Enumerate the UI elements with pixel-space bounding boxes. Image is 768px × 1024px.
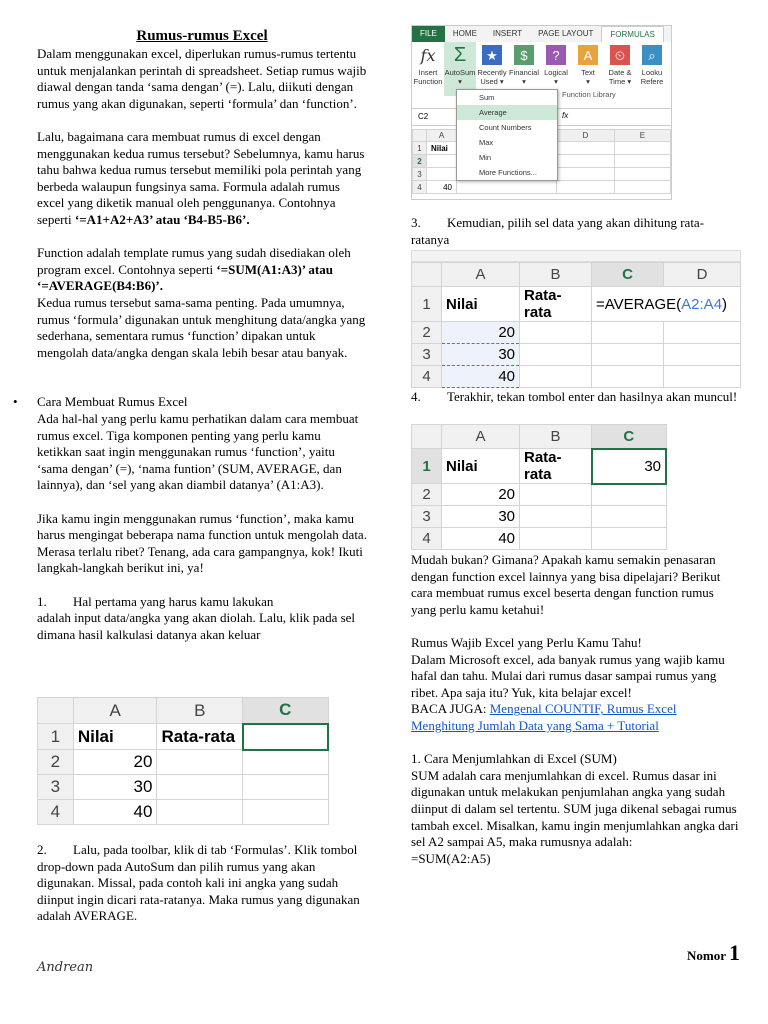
step-2: 2. Lalu, pada toolbar, klik di tab ‘Formulas’. Klik tombol drop-down pada AutoSum dan pilih rumus yang akan digunakan. Missal, pada contoh kali ini angka yang sudah diinput ingin dicari rata-ratanya. Maka rumus yang digunakan adalah AVERAGE.: [37, 842, 360, 924]
tab-formulas[interactable]: FORMULAS: [601, 26, 663, 42]
cell-b1[interactable]: Rata-rata: [520, 449, 592, 484]
page-number: Nomor 1: [686, 940, 740, 965]
cell-a3[interactable]: 30: [442, 344, 520, 366]
page-title: Rumus-rumus Excel: [136, 28, 268, 44]
spreadsheet-3: A B C 1 Nilai Rata-rata 30 2 20 3 30 4 40: [411, 424, 667, 536]
col-header: C: [243, 698, 328, 724]
cell-a4[interactable]: 40: [442, 366, 520, 388]
insert-function-button[interactable]: fx Insert Function: [413, 45, 443, 86]
closing-paragraph: Mudah bukan? Gimana? Apakah kamu semakin penasaran dengan function excel lainnya yang bisa dipelajari? Berikut cara membuat rumus excel beserta dengan function rumus yang perlu kamu ketahui!: [411, 552, 721, 617]
countif-link[interactable]: Mengenal COUNTIF, Rumus Excel Menghitung Jumlah Data yang Sama + Tutorial: [411, 701, 677, 733]
left-column: [13, 27, 367, 643]
row-header: 4: [38, 800, 74, 825]
tab-file[interactable]: FILE: [412, 26, 445, 42]
cell-b1[interactable]: Rata-rata: [157, 724, 243, 750]
cell-c1-result[interactable]: 30: [592, 449, 667, 484]
cell-a4[interactable]: 40: [442, 528, 520, 550]
function-library-label: Function Library: [562, 90, 616, 99]
sum-body: SUM adalah cara menjumlahkan di excel. Rumus dasar ini digunakan untuk melakukan penjumlahan angka yang sudah diinput di dalam sel tertentu. SUM juga dikenal sebagai rumus tambah excel. Misalkan, kamu ingin menjumlahkan angka dari sel A2 sampai A5, maka rumusnya adalah:: [411, 767, 739, 850]
ribbon-tabs: [412, 26, 671, 42]
baca-juga: BACA JUGA: Mengenal COUNTIF, Rumus Excel Menghitung Jumlah Data yang Sama + Tutorial: [411, 701, 677, 733]
tab-page-layout[interactable]: PAGE LAYOUT: [538, 29, 594, 38]
intro-paragraph: Dalam menggunakan excel, diperlukan rumus-rumus tertentu untuk menjalankan perintah di spreadsheet. Setiap rumus wajib diawal dengan tanda ‘sama dengan’ (=). Lalu, diikuti dengan rumus yang akan digunakan, seperti ‘formula’ dan ‘function’.: [37, 46, 367, 111]
menu-item-average[interactable]: Average: [457, 105, 557, 120]
function-paragraph: Function adalah template rumus yang sudah disediakan oleh program excel. Contohnya seperti ‘=SUM(A1:A3)’ atau ‘=AVERAGE(B4:B6)’.: [37, 245, 351, 294]
sum-formula: =SUM(A2:A5): [411, 850, 491, 866]
bullet-heading: • Cara Membuat Rumus Excel: [13, 394, 188, 410]
cell-a3[interactable]: 30: [73, 775, 157, 800]
text-button[interactable]: A Text ▾: [572, 42, 604, 96]
menu-item-sum[interactable]: Sum: [479, 93, 495, 102]
cell-b1[interactable]: Rata-rata: [520, 287, 592, 322]
lookup-icon: ⌕: [642, 45, 662, 65]
menu-item-max[interactable]: Max: [479, 138, 494, 147]
cell-a2[interactable]: 20: [442, 484, 520, 506]
section-body: Dalam Microsoft excel, ada banyak rumus yang wajib kamu hafal dan tahu. Mulai dari rumus dasar sampai rumus yang ribet. Apa saja itu? Yuk, kita belajar excel!: [411, 651, 725, 700]
right-lower-text: [411, 552, 741, 867]
sigma-icon: Σ: [453, 43, 467, 66]
name-box[interactable]: C2: [418, 112, 429, 121]
cell-a2[interactable]: 20: [442, 322, 520, 344]
tab-home[interactable]: HOME: [452, 29, 477, 38]
step-1: 1. Hal pertama yang harus kamu lakukan adalah input data/angka yang akan diolah. Lalu, klik pada sel dimana hasil kalkulasi datanya akan keluar: [37, 593, 356, 642]
tab-insert[interactable]: INSERT: [492, 29, 523, 38]
spreadsheet-1: [37, 697, 329, 825]
financial-button[interactable]: $ Financial ▾: [508, 42, 540, 96]
row-header: 3: [38, 775, 74, 800]
financial-icon: $: [514, 45, 534, 65]
autosum-dropdown-menu: [456, 89, 558, 181]
cell-c1-selected[interactable]: [243, 724, 328, 750]
fx-icon: fx: [562, 111, 569, 120]
logical-button[interactable]: ? Logical ▾: [540, 42, 572, 96]
sum-heading: 1. Cara Menjumlahkan di Excel (SUM): [411, 751, 617, 767]
cell-a3[interactable]: 30: [442, 506, 520, 528]
formula-paragraph: Lalu, bagaimana cara membuat rumus di excel dengan menggunakan kedua rumus tersebut? Sebelumnya, kamu harus tahu bahwa kedua rumus tersebut memiliki pola perintah yang berbeda walaupun fungsinya sama. Formula adalah rumus excel yang diketik manual oleh penggunanya. Contohnya seperti ‘=A1+A2+A3’ atau ‘B4-B5-B6’.: [37, 128, 365, 227]
clock-icon: ⏲: [610, 45, 630, 65]
recently-used-button[interactable]: ★ Recently Used ▾: [476, 42, 508, 96]
author-signature: Andrean: [37, 960, 94, 975]
step-3: 3. Kemudian, pilih sel data yang akan dihitung rata-ratanya: [411, 215, 705, 247]
menu-item-count-numbers[interactable]: Count Numbers: [479, 123, 532, 132]
section-heading: Rumus Wajib Excel yang Perlu Kamu Tahu!: [411, 634, 642, 650]
importance-paragraph: Kedua rumus tersebut sama-sama penting. Pada umumnya, rumus ‘formula’ digunakan untuk menghitung data/angka yang sederhana, sementara rumus ‘function’ dipakan untuk mengolah data/angka dengan skala lebih besar atau banyak.: [37, 294, 366, 360]
cell-c1-formula[interactable]: =AVERAGE(A2:A4): [592, 287, 741, 322]
logical-icon: ?: [546, 45, 566, 65]
cell-a1[interactable]: Nilai: [442, 449, 520, 484]
col-header: A: [73, 698, 157, 724]
col-header: B: [157, 698, 243, 724]
menu-item-more-functions[interactable]: More Functions...: [479, 168, 537, 177]
autosum-button[interactable]: Σ AutoSum ▾: [444, 42, 476, 96]
lookup-button[interactable]: ⌕ Looku Refere: [636, 42, 668, 96]
cell-a1[interactable]: Nilai: [442, 287, 520, 322]
cell-a2[interactable]: 20: [73, 750, 157, 775]
excel-ribbon-screenshot: FILE HOME INSERT PAGE LAYOUT FORMULAS fx Insert Function Σ AutoSum ▾ ★ Recently Used ▾ $ Financial ▾ ? Logical ▾ A Text ▾ ⏲ Date & Time ▾ ⌕ Looku Refere Function Library Sum Average Count Numbers Max Min More Functions... C2 fx A D E 1 Nilai 2 3 4 40: [411, 25, 672, 200]
fx-icon: fx: [420, 45, 436, 65]
cell-a1[interactable]: Nilai: [73, 724, 157, 750]
function-tip-paragraph: Jika kamu ingin menggunakan rumus ‘function’, maka kamu harus mengingat beberapa nama function untuk mengolah data. Merasa terlalu ribet? Tenang, ada cara gampangnya, kok! Ikuti langkah-langkah berikut ini, ya!: [37, 510, 367, 576]
step-4: 4. Terakhir, tekan tombol enter dan hasilnya akan muncul!: [411, 389, 738, 404]
text-icon: A: [578, 45, 598, 65]
star-icon: ★: [482, 45, 502, 65]
ribbon-body: [412, 42, 671, 96]
spreadsheet-2: A B C D 1 Nilai Rata-rata =AVERAGE(A2:A4) 2 20 3 30 4 40: [411, 250, 741, 372]
row-header: 2: [38, 750, 74, 775]
menu-item-min[interactable]: Min: [479, 153, 492, 162]
bullet-body: Ada hal-hal yang perlu kamu perhatikan dalam cara membuat rumus excel. Tiga komponen penting yang perlu kamu ketikkan saat ingin menggunakan rumus ‘function’, yaitu ‘sama dengan’ (=), ‘nama funtion’ (SUM, AVERAGE, dan lainnya), dan ‘sel yang akan diambil datanya’ (A1:A3).: [37, 411, 359, 493]
cell-a4[interactable]: 40: [73, 800, 157, 825]
row-header: 1: [38, 724, 74, 750]
date-time-button[interactable]: ⏲ Date & Time ▾: [604, 42, 636, 96]
